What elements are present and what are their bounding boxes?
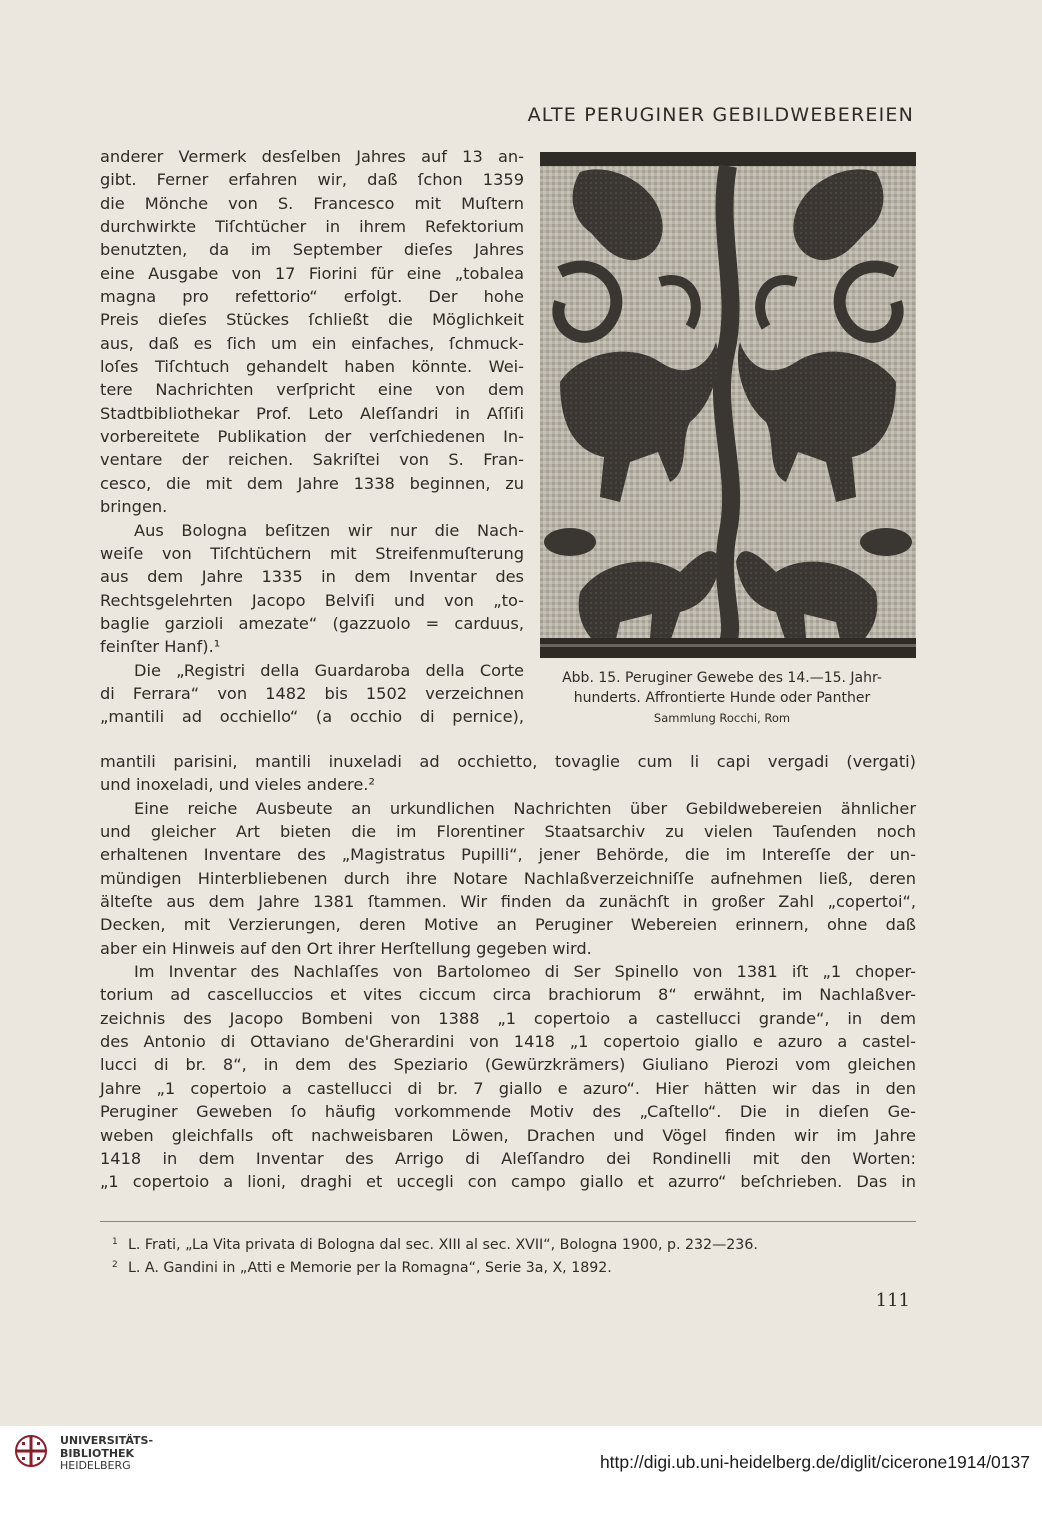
text-line: tere Nachrichten verſpricht eine von dem [100,380,524,400]
footnote-mark: 2 [112,1260,118,1270]
text-line: und inoxeladi, und vieles andere.² [100,775,375,795]
footnote-text: L. A. Gandini in „Atti e Memorie per la Romagna“, Serie 3a, X, 1892. [128,1260,612,1276]
text-line: Im Inventar des Nachlaſſes von Bartolomeo di Ser Spinello von 1381 iſt „1 choper- [134,962,916,982]
caption-line: hunderts. Affrontierte Hunde oder Panther [573,690,871,706]
footnote-rule [100,1221,916,1222]
text-line: des Antonio di Ottaviano de'Gherardini von 1418 „1 copertoio giallo e azuro a castel- [100,1032,916,1052]
text-line: Stadtbibliothekar Prof. Leto Aleſſandri in Aſſiſi [100,403,524,423]
textile-figure [540,152,916,658]
text-line: und gleicher Art bieten die im Florentiner Staatsarchiv zu vielen Tauſenden noch [100,822,916,842]
text-line: torium ad cascelluccios et vites ciccum circa brachiorum 8“ erwähnt, im Nachlaßver- [100,985,916,1005]
source-url-link[interactable]: http://digi.ub.uni-heidelberg.de/diglit/cicerone1914/0137 [599,1452,1030,1472]
text-line: Aus Bologna beſitzen wir nur die Nach- [134,520,524,540]
text-line: weben gleichfalls oft nachweisbaren Löwen, Drachen und Vögel finden wir im Jahre [100,1125,916,1145]
peruginer-textile-image [540,152,916,658]
text-line: Preis dieſes Stückes ſchließt die Möglichkeit [100,310,524,330]
text-line: feinſter Hanf).¹ [100,637,221,657]
text-line: Peruginer Geweben ſo häufig vorkommende Motiv des „Caſtello“. Die in dieſen Ge- [100,1102,916,1122]
library-line: BIBLIOTHEK [60,1446,135,1460]
text-line: loſes Tiſchtuch gehandelt haben könnte. Wei- [100,357,524,377]
text-line: Jahre „1 copertoio a castellucci di br. 7 giallo e azuro“. Hier hätten wir das in den [100,1078,916,1098]
library-logo-icon [14,1434,48,1468]
text-line: Decken, mit Verzierungen, deren Motive an Peruginer Webereien erinnern, ohne daß [100,915,916,935]
text-line: gibt. Ferner erfahren wir, daß ſchon 1359 [100,170,524,190]
left-text-column [100,145,524,729]
text-line: aber ein Hinweis auf den Ort ihrer Herſtellung gegeben wird. [100,938,592,958]
text-line: ventare der reichen. Sakriſtei von S. Fran- [100,450,524,470]
text-line: aus, daß es ſich um ein einfaches, ſchmuck- [100,333,524,353]
full-width-text [100,750,916,1194]
library-line: UNIVERSITÄTS- [60,1434,154,1447]
footnote-2 [112,1260,918,1276]
text-line: magna pro refettorio“ erfolgt. Der hohe [100,287,524,307]
text-line: anderer Vermerk desſelben Jahres auf 13 an- [100,147,524,166]
caption-line: Abb. 15. Peruginer Gewebe des 14.—15. Jahr- [562,670,882,686]
text-line: 1418 in dem Inventar des Arrigo di Aleſſandro dei Rondinelli mit den Worten: [100,1148,916,1168]
text-line: aus dem Jahre 1335 in dem Inventar des [100,567,524,587]
library-name [60,1435,153,1473]
text-line: älteſte aus dem Jahre 1381 ſtammen. Wir finden da zunächſt in großer Zahl „copertoi“, [100,892,916,912]
text-line: „mantili ad occhiello“ (a occhio di pernice), [100,707,524,727]
text-line: „1 copertoio a lioni, draghi et uccegli con campo giallo et azurro“ beſchrieben. Das in [100,1172,916,1192]
text-line: baglie garzioli amezate“ (gazzuolo = carduus, [100,613,524,633]
caption-credit: Sammlung Rocchi, Rom [653,711,791,725]
text-line: Die „Registri della Guardaroba della Corte [134,660,524,680]
text-line: lucci di br. 8“, in dem des Speziario (Gewürzkrämers) Giuliano Pierozi vom gleichen [100,1055,916,1075]
text-line: di Ferrara“ von 1482 bis 1502 verzeichnen [100,683,524,703]
text-line: bringen. [100,497,168,517]
text-line: mantili parisini, mantili inuxeladi ad occhietto, tovaglie cum li capi vergadi (vergati) [100,752,916,771]
footnote-1 [112,1237,918,1253]
text-line: weiſe von Tiſchtüchern mit Streifenmuſterung [100,543,524,563]
running-header: ALTE PERUGINER GEBILDWEBEREIEN [527,104,914,126]
text-line: Rechtsgelehrten Jacopo Belviſi und von „to- [100,590,524,610]
text-line: die Mönche von S. Francesco mit Muſtern [100,193,524,213]
figure-caption [528,668,916,727]
text-line: Eine reiche Ausbeute an urkundlichen Nachrichten über Gebildwebereien ähnlicher [134,798,916,818]
text-line: mündigen Hinterbliebenen durch ihre Notare Nachlaßverzeichniſſe aufnehmen ließ, deren [100,868,916,888]
text-line: zeichnis des Jacopo Bombeni von 1388 „1 copertoio a castellucci grande“, in dem [100,1008,916,1028]
library-line: HEIDELBERG [60,1459,131,1472]
text-line: vorbereitete Publikation der verſchiedenen In- [100,427,524,447]
text-line: erhaltenen Inventare des „Magistratus Pupilli“, jener Behörde, die im Intereſſe der un- [100,845,916,865]
footnote-mark: 1 [112,1237,118,1247]
text-line: benutzten, da im September dieſes Jahres [100,240,524,260]
footnote-text: L. Frati, „La Vita privata di Bologna dal sec. XIII al sec. XVII“, Bologna 1900, p. 232—236. [128,1237,758,1253]
text-line: cesco, die mit dem Jahre 1338 beginnen, zu [100,473,524,493]
text-line: durchwirkte Tiſchtücher in ihrem Refektorium [100,217,524,237]
text-line: eine Ausgabe von 17 Fiorini für eine „tobalea [100,263,524,283]
page-number: 111 [875,1290,910,1311]
